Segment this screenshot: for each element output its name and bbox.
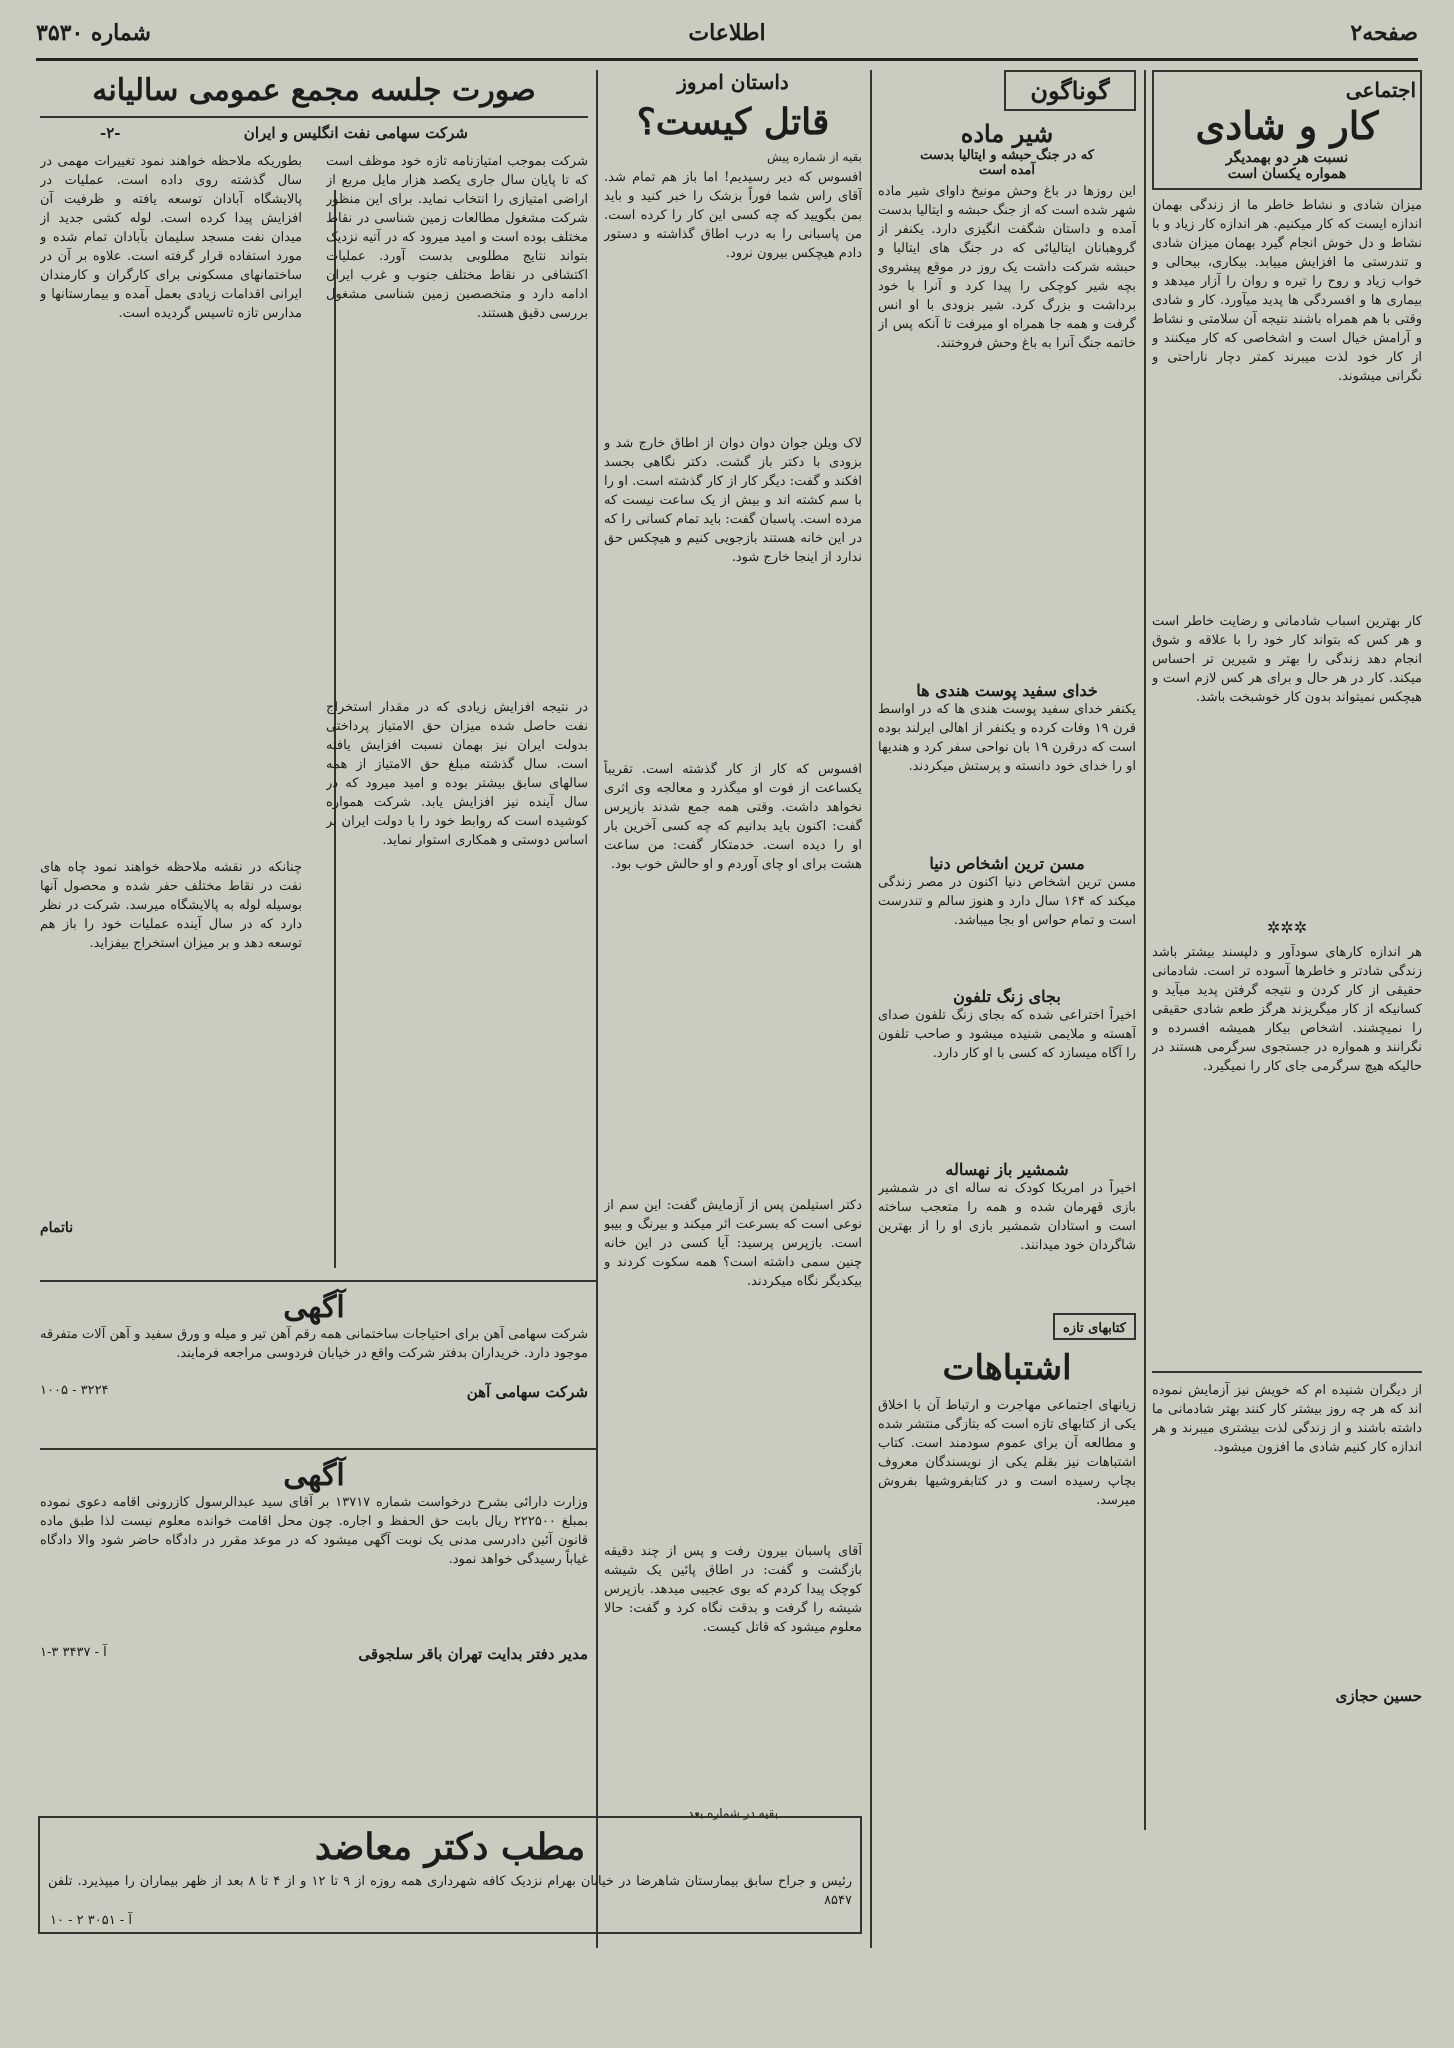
story-subtitle: آمده است bbox=[978, 163, 1035, 178]
new-books-label: کتابهای تازه bbox=[1053, 1313, 1136, 1340]
story-kicker: داستان امروز bbox=[677, 70, 789, 94]
divider bbox=[1152, 1371, 1422, 1373]
ad-title: مطب دکتر معاضد bbox=[314, 1826, 586, 1868]
section-title: گوناگون bbox=[1030, 76, 1110, 105]
story-footer: بقیه در شماره بعد bbox=[687, 1806, 779, 1820]
article-body: کار بهترین اسباب شادمانی و رضایت خاطر است و هر کس که بتواند کار خود را با علاقه و شوق انجام دهد زندگی را بهتر و شیرین تر احساس میکند. کار در هر حال و برای هر کس لازم است و هیچکس نمیتواند بدون کار خوشبخت باشد. bbox=[1152, 614, 1422, 705]
story-column bbox=[604, 70, 862, 1950]
article-subtitle-row bbox=[40, 122, 588, 148]
column-rule bbox=[596, 70, 598, 1948]
article-subtitle: همواره یکسان است bbox=[1227, 166, 1347, 182]
ad-code: آ - ۳۴۳۷ ۳-۱ bbox=[40, 1645, 107, 1660]
article-body: هر اندازه کارهای سودآور و دلپسند بیشتر باشد زندگی شادتر و خاطرها آسوده تر است. شادمانی حقیقی از کار کردن و نتیجه گرفتن پدید میآید و کسانیکه از کار میگریزند هرگز طعم شادی حقیقی را نمیچشند. اشخاص بیکار همیشه افسرده و نگرانند و همواره در جستجوی سرگرمی هستند در حالیکه هیچ سرگرمی جای کار را نمیگیرد. bbox=[1152, 945, 1422, 1074]
story-body: افسوس که دیر رسیدیم! اما باز هم تمام شد. آقای راس شما فوراً بزشک را خبر کنید و باید بمن بگویید که چه کسی این کار را کرده است. من پاسبانی را به درب اطاق گذاشته و دستور دادم هیچکس بیرون نرود. bbox=[604, 170, 862, 261]
story-body: مسن ترین اشخاص دنیا اکنون در مصر زندگی میکند که ۱۶۴ سال دارد و هنوز سالم و تندرست است و تمام حواس او بجا میباشد. bbox=[878, 875, 1136, 928]
article-body: در نتیجه افزایش زیادی که در مقدار استخراج نفت حاصل شده میزان حق الامتیاز پرداختی بدولت ایران نیز بهمان نسبت افزایش یافته است. سال گذشته مبلغ حق الامتیاز از همه سالهای سابق بیشتر بوده و امید میرود که در سال آینده نیز افزایش یابد. شرکت همواره کوشیده است که روابط خود را با دولت ایران بر اساس دوستی و همکاری استوار نماید. bbox=[326, 700, 588, 848]
article-body: میزان شادی و نشاط خاطر ما از زندگی بهمان اندازه ایست که کار میکنیم. هر اندازه کار زیاد و با نشاط و دل خوش انجام گیرد بهمان میزان شادی و تندرستی ما افزایش مییابد. بیکاری، بیحالی و خواب زیاد و روح را تیره و روان را آزار میدهد و بیماری ها و افسردگی ها پدید میآورد. کار و شادی وقتی با هم همراه باشند نتیجه آن سلامتی و نشاط و آرامش خیال است و اشخاصی که کار میکنند و از کار خود لذت میبرند کمتر دچار ناراحتی و نگرانی میشوند. bbox=[1152, 198, 1422, 384]
article-title: صورت جلسه مجمع عمومی سالیانه bbox=[92, 73, 536, 108]
steel-ad bbox=[40, 1290, 588, 1440]
story-body: اخیراً در امریکا کودک نه ساله ای در شمشیر بازی قهرمان شده و همه را متعجب ساخته است و استادان شمشیر بازی او را از بهترین شاگردان خود میدانند. bbox=[878, 1181, 1136, 1253]
ad-code: ۳۲۲۴ - ۱۰۰۵ bbox=[40, 1383, 109, 1398]
clinic-ad bbox=[38, 1816, 862, 1934]
story-title: قاتل کیست؟ bbox=[636, 101, 830, 143]
divider bbox=[40, 116, 588, 118]
story-title: مسن ترین اشخاص دنیا bbox=[929, 854, 1085, 873]
story-title: شمشیر باز نهساله bbox=[945, 1160, 1069, 1179]
ad-code: آ - ۳۰۵۱ ۲ - ۱۰ bbox=[50, 1913, 132, 1928]
story-body: آقای پاسبان بیرون رفت و پس از چند دقیقه بازگشت و گفت: در اطاق پائین یک شیشه کوچک پیدا کردم که بوی عجیبی میدهد. بازپرس شیشه را گرفت و بدقت نگاه کرد و گفت: حالا معلوم میشود که قاتل کیست. bbox=[604, 1544, 862, 1635]
article-footer: ناتمام bbox=[40, 1220, 74, 1236]
ad-body: رئیس و جراح سابق بیمارستان شاهرضا در خیابان بهرام نزدیک کافه شهرداری همه روزه از ۹ تا ۱۲ و از ۴ تا ۸ بعد از ظهر بیماران را میپذیرد. تلفن ۸۵۴۷ bbox=[48, 1874, 852, 1908]
story-title: خدای سفید پوست هندی ها bbox=[916, 681, 1098, 700]
social-header bbox=[1152, 70, 1422, 190]
ad-title: آگهی bbox=[283, 1458, 345, 1493]
misc-header bbox=[1004, 70, 1136, 111]
court-ad bbox=[40, 1458, 588, 1698]
ad-footer bbox=[40, 1645, 588, 1667]
story-body: افسوس که کار از کار گذشته است. تقریباً یکساعت از فوت او میگذرد و معالجه وی اثری نخواهد داشت. وقتی همه جمع شدند بازپرس گفت: اکنون باید بدانیم که چه کسی آخرین بار او را دیده است. خدمتکار گفت: من ساعت هشت برای او چای آوردم و او حالش خوب بود. bbox=[604, 762, 862, 872]
section-kicker: اجتماعی bbox=[1345, 78, 1416, 102]
ad-title: آگهی bbox=[283, 1290, 345, 1325]
story-title: بجای زنگ تلفون bbox=[953, 987, 1061, 1006]
minutes-col-right bbox=[326, 152, 588, 1238]
article-body: از دیگران شنیده ام که خویش نیز آزمایش نموده اند که هر چه روز بیشتر کار کنند بهتر شادمانی ما داشته باشند و از زندگی لذت بیشتری میبرند و هر اندازه کار کنیم شادی ما افزون میشود. bbox=[1152, 1383, 1422, 1455]
article-subtitle: نسبت هر دو بهمدیگر bbox=[1225, 150, 1349, 166]
article-subtitle: شرکت سهامی نفت انگلیس و ایران bbox=[243, 124, 468, 142]
minutes-article bbox=[40, 70, 588, 1280]
column-rule bbox=[1144, 70, 1146, 1830]
story-body: دکتر استیلمن پس از آزمایش گفت: این سم از نوعی است که بسرعت اثر میکند و بیرنگ و بیبو است. بازپرس پرسید: آیا کسی در این خانه چنین سمی داشته است؟ همه سکوت کردند و بیکدیگر نگاه میکردند. bbox=[604, 1198, 862, 1289]
minutes-col-left bbox=[40, 152, 302, 1236]
article-title: کار و شادی bbox=[1195, 103, 1379, 148]
story-body: اخیراً اختراعی شده که بجای زنگ تلفون صدای آهسته و ملایمی شنیده میشود و صاحب تلفون را آگاه میسازد که کسی با او کار دارد. bbox=[878, 1008, 1136, 1061]
story-body: زیانهای اجتماعی مهاجرت و ارتباط آن با اخلاق یکی از کتابهای تازه است که بتازگی منتشر شده و مطالعه آن برای عموم سودمند است. کتاب اشتباهات نیز بقلم یکی از نویسندگان معروف بچاپ رسیده است و در کتابفروشیها بفروش میرسد. bbox=[878, 1398, 1136, 1508]
misc-column bbox=[878, 70, 1136, 1950]
ad-signature: شرکت سهامی آهن bbox=[466, 1383, 588, 1401]
section-rule bbox=[40, 1448, 596, 1450]
issue-number: شماره ۳۵۳۰ bbox=[36, 20, 151, 46]
article-body: بطوریکه ملاحظه خواهند نمود تغییرات مهمی در سال گذشته روی داده است. عملیات در پالایشگاه آبادان توسعه یافته و ظرفیت آن افزایش پیدا کرده است. لوله کشی جدید از میدان نفت مسجد سلیمان بآبادان تمام شده و مورد استفاده قرار گرفته است. علاوه بر آن در ساختمانهای مسکونی برای کارگران و کارمندان ایرانی اقدامات زیادی بعمل آمده و بیمارستانها و مدارس تازه تاسیس گردیده است. bbox=[40, 154, 302, 321]
article-body: شرکت بموجب امتیازنامه تازه خود موظف است که تا پایان سال جاری یکصد هزار مایل مربع از اراضی امتیازی را انتخاب نماید. برای این منظور شرکت مشغول مطالعات زمین شناسی در نقاط مختلف بوده است و امید میرود که در آتیه نزدیک بتواند نتایج مطلوبی بدست آورد. عملیات اکتشافی در نقاط مختلف جنوب و غرب ایران ادامه دارد و متخصصین زمین شناسی مشغول بررسی دقیق هستند. bbox=[326, 154, 588, 321]
section-divider-icon: ✲✲✲ bbox=[1266, 918, 1308, 937]
ad-body: وزارت دارائی بشرح درخواست شماره ۱۳۷۱۷ بر آقای سید عبدالرسول کازرونی اقامه دعوی نموده بمبلغ ۲۲۲۵۰۰ ریال بابت حق الحفظ و اجاره. چون محل اقامت خوانده معلوم نیست لذا طبق ماده قانون آئین دادرسی مدنی یک نوبت آگهی میشود که در موعد مقرر در دادگاه حاضر شود والا دادگاه غیاباً رسیدگی خواهد نمود. bbox=[40, 1495, 588, 1567]
story-title: شیر ماده bbox=[960, 119, 1054, 148]
masthead bbox=[36, 14, 1418, 61]
story-body: لاک ویلن جوان دوان دوان از اطاق خارج شد و بزودی با دکتر باز گشت. دکتر نگاهی بجسد افکند و گفت: دیگر کار از کار گذشته است. او را با سم کشته اند و بیش از یک ساعت نیست که مرده است. پاسبان گفت: باید تمام کسانی را که در این خانه هستند بازجویی کنیم و هیچکس حق ندارد از اینجا خارج شود. bbox=[604, 436, 862, 565]
section-rule bbox=[40, 1280, 596, 1282]
column-rule bbox=[870, 70, 872, 1948]
paper-name: اطلاعات bbox=[688, 20, 766, 46]
story-body: این روزها در باغ وحش مونیخ داوای شیر ماده شهر شده است که از جنگ حبشه و ایتالیا بدست آمده و داستان شگفت انگیزی دارد. یکنفر از گروهبانان ایتالیائی که در جنگ های ایتالیا و حبشه شرکت داشت یک روز در موقع پیشروی بچه شیر کوچکی را پیدا کرد و آنرا با خود برداشت و بزرگ کرد. شیر بزودی با او انس گرفت و همه جا همراه او میرفت تا آنکه پس از خاتمه جنگ آنرا به باغ وحش فروختند. bbox=[878, 184, 1136, 351]
story-body: یکنفر خدای سفید پوست هندی ها که در اواسط قرن ۱۹ وفات کرده و یکنفر از اهالی ایرلند بوده است که درقرن ۱۹ بان نواحی سفر کرد و هندیها او را خدای خود دانسته و پرستش میکردند. bbox=[878, 702, 1136, 774]
social-column bbox=[1152, 70, 1422, 2000]
story-subtitle: که در جنگ حبشه و ایتالیا بدست bbox=[920, 148, 1094, 163]
author-signature: حسین حجازی bbox=[1335, 1687, 1422, 1705]
section-title: اشتباهات bbox=[942, 1348, 1072, 1388]
ad-footer bbox=[40, 1383, 588, 1405]
ad-body: شرکت سهامی آهن برای احتیاجات ساختمانی همه رقم آهن تیر و میله و ورق سفید و آهن آلات متفرقه موجود دارد. خریداران بدفتر شرکت واقع در خیابان فردوسی مراجعه فرمایند. bbox=[40, 1327, 588, 1361]
story-continued: بقیه از شماره پیش bbox=[766, 150, 862, 164]
page-label: صفحه۲ bbox=[1350, 20, 1418, 46]
ad-signature: مدیر دفتر بدایت تهران باقر سلجوقی bbox=[358, 1645, 588, 1663]
article-body: چنانکه در نقشه ملاحظه خواهند نمود چاه های نفت در نقاط مختلف حفر شده و محصول آنها بوسیله لوله به پالایشگاه میرسد. شرکت در نظر دارد که در سال آینده عملیات خود را باز هم توسعه دهد و بر میزان استخراج بیفزاید. bbox=[40, 860, 302, 951]
article-part: -۲- bbox=[100, 124, 121, 142]
